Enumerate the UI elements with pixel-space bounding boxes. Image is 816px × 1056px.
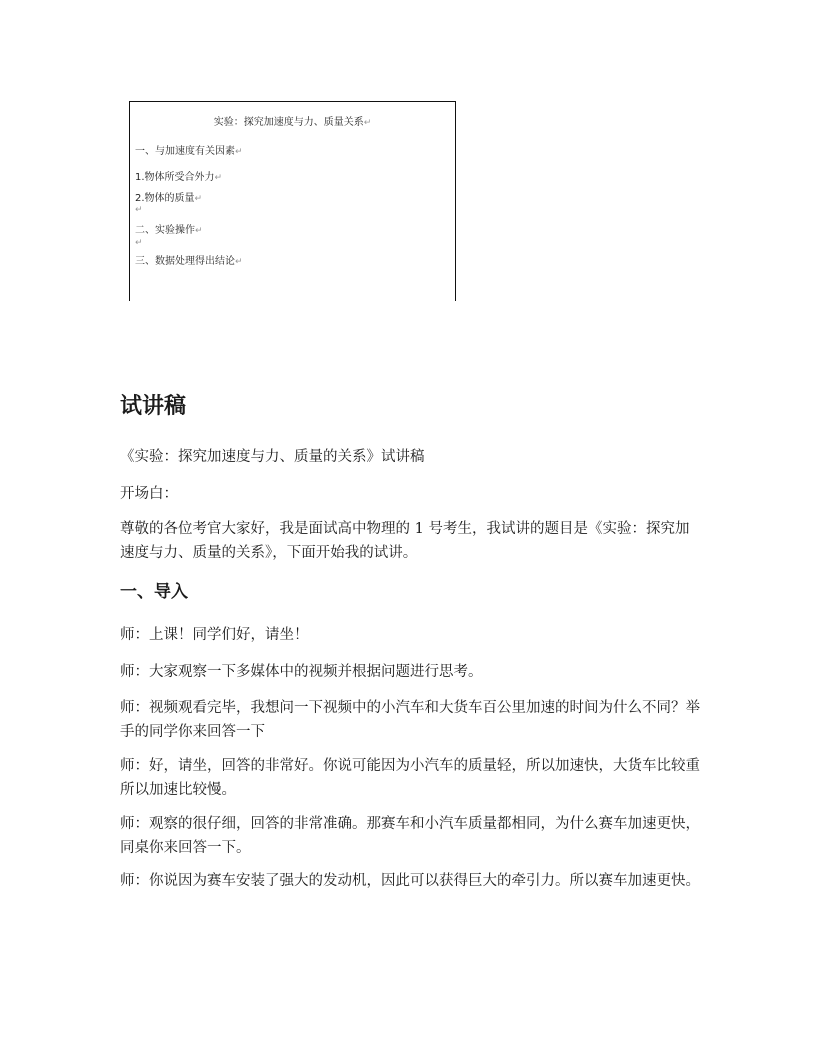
paragraph: 师：视频观看完毕，我想问一下视频中的小汽车和大货车百公里加速的时间为什么不同？举手的同学你来回答一下 [120,700,700,740]
paragraph: 师：上课！同学们好，请坐！ [120,627,309,643]
board-line-empty-2: ↵ [135,238,143,248]
paragraph: 师：大家观察一下多媒体中的视频并根据问题进行思考。 [120,664,483,680]
paragraph: 师：你说因为赛车安装了强大的发动机，因此可以获得巨大的牵引力。所以赛车加速更快。 [120,873,700,889]
section-heading-intro: 一、导入 [120,582,188,602]
paragraph: 师：好，请坐，回答的非常好。你说可能因为小汽车的质量轻，所以加速快，大货车比较重所以加速比较慢。 [120,758,700,798]
board-title: 实验：探究加速度与力、质量关系↵ [213,117,372,128]
paragraph: 师：观察的很仔细，回答的非常准确。那赛车和小汽车质量都相同，为什么赛车加速更快，同桌你来回答一下。 [120,816,700,856]
opening-paragraph: 尊敬的各位考官大家好，我是面试高中物理的 1 号考生，我试讲的题目是《实验：探究加速度与力、质量的关系》，下面开始我的试讲。 [120,521,690,561]
board-line-factors: 一、与加速度有关因素↵ [135,146,243,157]
board-line-empty-1: ↵ [135,205,143,215]
document-subtitle: 《实验：探究加速度与力、质量的关系》试讲稿 [120,449,425,465]
board-line-operation: 二、实验操作↵ [135,225,203,236]
board-line-mass: 2.物体的质量↵ [135,193,203,204]
blackboard-design-image [129,101,456,301]
board-line-conclusion: 三、数据处理得出结论↵ [135,256,243,267]
document-title: 试讲稿 [120,394,187,419]
board-line-force: 1.物体所受合外力↵ [135,172,223,183]
opening-label: 开场白： [120,486,178,502]
